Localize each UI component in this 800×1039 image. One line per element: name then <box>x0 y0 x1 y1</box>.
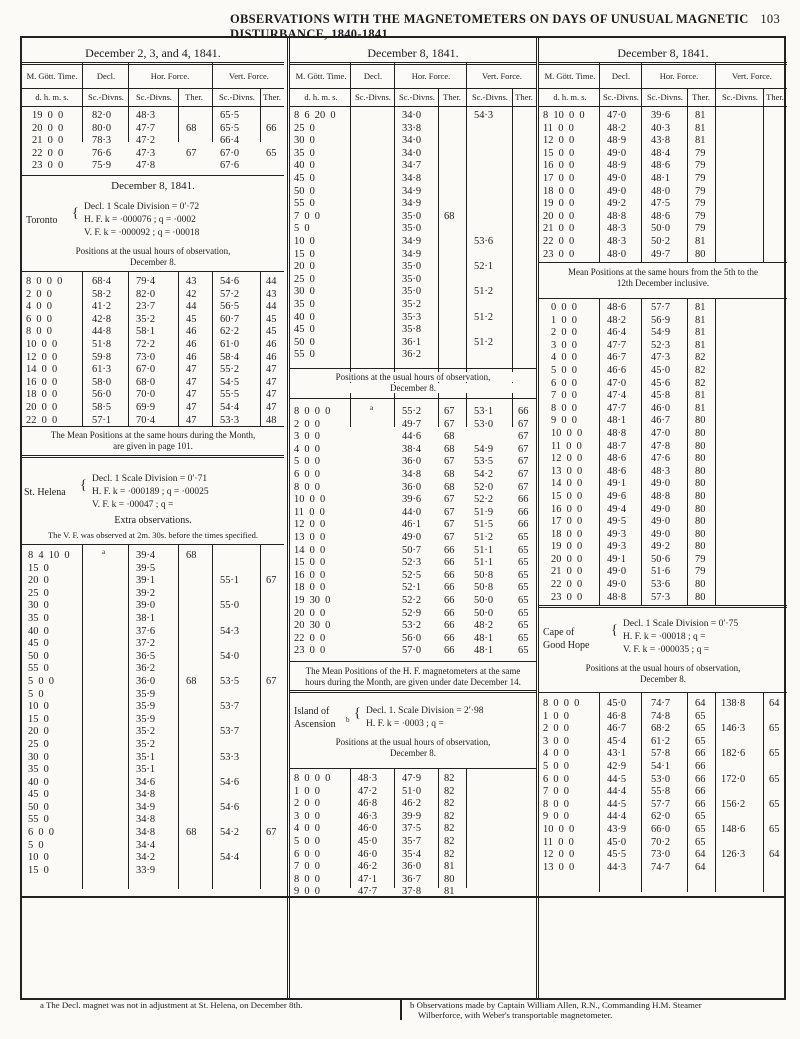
decl-c: 45·0 46·8 46·7 45·4 43·1 42·9 44·5 44·4 44·5 44·4 43·9 45·0 45·5 44·3 <box>607 698 627 873</box>
rows-b: 8 0 0 0 2 0 0 4 0 0 6 0 0 8 0 0 10 0 0 12 0 0 14 0 0 16 0 0 18 0 0 20 0 0 22 0 0 <box>26 276 63 426</box>
ther-a: 81 81 81 79 79 79 79 79 79 79 81 80 <box>695 110 706 260</box>
running-header <box>20 8 780 41</box>
rows-a: 8 6 20 0 25 0 30 0 35 0 40 0 45 0 50 0 55 0 7 0 0 5 0 10 0 15 0 20 0 25 0 30 0 35 0 40 0 45 0 50 0 55 0 <box>294 110 336 361</box>
decl-a: 47·0 48·2 48·9 49·0 48·9 49·0 49·0 49·2 48·8 48·3 48·3 48·0 <box>607 110 627 260</box>
section-title: December 8, 1841. <box>367 46 459 60</box>
rows-a: 19 0 0 20 0 0 21 0 0 22 0 0 23 0 0 <box>32 110 64 172</box>
vert-c: 138·8 146·3 182·6 172·0 156·2 148·6 126·3 <box>721 698 746 861</box>
decl-c: 48·3 47·2 46·8 46·3 46·0 45·0 46·0 46·2 47·1 47·7 <box>358 773 378 898</box>
ther-b: 81 81 81 81 82 82 82 81 81 80 80 80 80 80 80 80 80 80 80 80 79 79 80 80 <box>695 302 706 603</box>
toronto-label: Toronto <box>26 215 58 226</box>
vther-a: 66 65 <box>266 122 277 159</box>
hor-b: 55·2 49·7 44·6 38·4 36·0 34·8 36·0 39·6 44·0 46·1 49·0 50·7 52·3 52·5 52·1 52·2 52·9 53·2 56·0 57·0 <box>402 406 422 657</box>
section-title: December 8, 1841. <box>617 46 709 60</box>
column-dec-8-right: December 8, 1841. M. Gött. Time. Decl. Hor. Force. Vert. Force. d. h. m. s. Sc.-Divns. Sc.-Divns. Ther. Sc.-Divns. Ther. 8 10 0 0 11 0 0 12 0 0 15 0 0 16 0 0 17 0 0 18 0 0 19 0 0 20 0 0 21 0 0 22 0 0 23 0 0 47·0 48·2 48·9 49·0 48·9 49·0 49·0 49·2 48·8 48·3 48·3 48·0 39·6 40·3 43·8 48·4 48·6 48·1 48·0 47·5 48·6 50·0 50·2 49·7 81 81 81 79 79 79 79 79 79 79 81 80 Mean Positions at the same hours from the 5th to the 12th December inclusive. 0 0 0 1 0 0 2 0 0 3 0 0 4 0 0 5 0 0 6 0 0 7 0 0 8 0 0 9 0 0 10 0 0 11 0 0 12 0 0 13 0 0 14 0 0 15 0 0 16 0 0 17 0 0 18 0 0 19 0 0 20 0 0 21 0 0 22 0 0 23 0 0 48·6 48·2 46·4 47·7 46·7 46·6 47·0 47·4 47·7 48·1 48·8 48·7 48·6 48·6 49·1 49·6 49·4 49·5 49·3 49·3 49·1 49·0 49·0 48·8 57·7 56·9 54·9 52·3 47·3 45·0 45·6 45·8 46·0 46·7 47·0 47·8 47·6 48·3 49·0 48·8 49·0 49·0 49·0 49·2 50·6 51·6 53·6 57·3 81 81 81 81 82 82 82 81 81 80 80 80 80 80 80 80 80 80 80 80 79 79 80 80 Cape of Good Hope { Decl. 1 Scale Division = 0′·75 H. F. k = ·00018 ; q = V. F. k = ·000035 ; q = Positions at the usual hours of observation, December 8. 8 0 0 0 1 0 0 2 0 0 3 0 0 4 0 0 5 0 0 6 0 0 7 0 0 8 0 0 9 0 0 10 0 0 11 0 0 12 0 0 13 0 0 45·0 46·8 46·7 45·4 43·1 42·9 44·5 44·4 44·5 44·4 43·9 45·0 45·5 44·3 74·7 74·8 68·2 61·2 57·8 54·1 53·0 55·8 57·7 62·0 66·0 70·2 73·0 74·7 64 65 65 65 66 66 66 66 66 65 65 65 64 64 138·8 146·3 182·6 172·0 156·2 148·6 126·3 64 65 65 65 65 65 64 <box>536 38 787 998</box>
header-gott-time: M. Gött. Time. <box>26 71 78 81</box>
decl-a: 82·0 80·0 78·3 76·6 75·9 <box>92 110 112 172</box>
hor-c: 74·7 74·8 68·2 61·2 57·8 54·1 53·0 55·8 57·7 62·0 66·0 70·2 73·0 74·7 <box>651 698 671 873</box>
header-hor: Hor. Force. <box>150 71 190 81</box>
ther-c: 68 68 68 <box>186 550 197 839</box>
decl-b: 68·4 58·2 41·2 42·8 44·8 51·8 59·8 61·3 58·0 56·0 58·5 57·1 <box>92 276 112 426</box>
rows-a: 8 10 0 0 11 0 0 12 0 0 15 0 0 16 0 0 17 0 0 18 0 0 19 0 0 20 0 0 21 0 0 22 0 0 23 0 0 <box>543 110 585 260</box>
ther-c: 82 82 82 82 82 82 82 81 80 81 <box>444 773 455 898</box>
ther-b: 43 42 44 45 46 46 46 47 47 47 47 47 <box>186 276 197 426</box>
ther-b: 67 67 68 68 67 68 68 67 67 67 67 66 66 66 66 66 66 66 66 66 <box>444 406 455 657</box>
vther-c: 67 67 67 <box>266 575 277 839</box>
st-helena-label: St. Helena <box>24 487 66 498</box>
rows-c: 8 4 10 0 15 0 20 0 25 0 30 0 35 0 40 0 45 0 50 0 55 0 5 0 0 5 0 10 0 15 0 20 0 25 0 30 0 35 0 40 0 45 0 50 0 55 0 6 0 0 5 0 10 0 15 0 <box>28 550 70 876</box>
vther-b: 66 67 67 67 67 67 67 66 66 66 65 65 65 65 65 65 65 65 65 65 <box>518 406 529 657</box>
vert-b: 53·1 53·0 54·9 53·5 54·2 52·0 52·2 51·9 51·5 51·2 51·1 51·1 50·8 50·8 50·0 50·0 48·2 48·1 48·1 <box>474 406 494 657</box>
ther-a: 68 67 <box>186 122 197 159</box>
header-vert: Vert. Force. <box>229 71 269 81</box>
vert-c: 55·1 55·0 54·3 54·0 53·5 53·7 53·7 53·3 54·6 54·6 54·2 54·4 <box>220 575 240 864</box>
vert-b: 54·6 57·2 56·5 60·7 62·2 61·0 58·4 55·2 54·5 55·5 54·4 53·3 <box>220 276 240 426</box>
ther-a: 68 <box>444 210 455 222</box>
rows-b: 8 0 0 0 2 0 0 3 0 0 4 0 0 5 0 0 6 0 0 8 0 0 10 0 0 11 0 0 12 0 0 13 0 0 14 0 0 15 0 0 16 0 0 18 0 0 19 30 0 20 0 0 20 30 0 22 0 0 23 0 0 <box>294 406 331 657</box>
decl-b: 48·6 48·2 46·4 47·7 46·7 46·6 47·0 47·4 47·7 48·1 48·8 48·7 48·6 48·6 49·1 49·6 49·4 49·5 49·3 49·3 49·1 49·0 49·0 48·8 <box>607 302 627 603</box>
rows-b: 0 0 0 1 0 0 2 0 0 3 0 0 4 0 0 5 0 0 6 0 0 7 0 0 8 0 0 9 0 0 10 0 0 11 0 0 12 0 0 13 0 0 14 0 0 15 0 0 16 0 0 17 0 0 18 0 0 19 0 0 20 0 0 21 0 0 22 0 0 23 0 0 <box>551 302 583 603</box>
ther-c: 64 65 65 65 66 66 66 66 66 65 65 65 64 64 <box>695 698 706 873</box>
footnote-a: a The Decl. magnet was not in adjustment at St. Helena, on December 8th. <box>40 1000 303 1010</box>
page-number: 103 <box>760 12 780 26</box>
hor-b: 57·7 56·9 54·9 52·3 47·3 45·0 45·6 45·8 46·0 46·7 47·0 47·8 47·6 48·3 49·0 48·8 49·0 49·0 49·0 49·2 50·6 51·6 53·6 57·3 <box>651 302 671 603</box>
hor-c: 47·9 51·0 46·2 39·9 37·5 35·7 35·4 36·0 36·7 37·8 <box>402 773 422 898</box>
column-dec-8-middle: December 8, 1841. M. Gött. Time. Decl. Hor. Force. Vert. Force. d. h. m. s. Sc.-Divns. Sc.-Divns. Ther. Sc.-Divns. Ther. 8 6 20 0 25 0 30 0 35 0 40 0 45 0 50 0 55 0 7 0 0 5 0 10 0 15 0 20 0 25 0 30 0 35 0 40 0 45 0 50 0 55 0 34·0 33·8 34·0 34·0 34·7 34·8 34·9 34·9 35·0 35·0 34·9 34·9 35·0 35·0 35·0 35·2 35·3 35·8 36·1 36·2 68 54·3 53·6 52·1 51·2 51·2 51·2 Positions at the usual hours of observation, December 8. a 8 0 0 0 2 0 0 3 0 0 4 0 0 5 0 0 6 0 0 8 0 0 10 0 0 11 0 0 12 0 0 13 0 0 14 0 0 15 0 0 16 0 0 18 0 0 19 30 0 20 0 0 20 30 0 22 0 0 23 0 0 55·2 49·7 44·6 38·4 36·0 34·8 36·0 39·6 44·0 46·1 49·0 50·7 52·3 52·5 52·1 52·2 52·9 53·2 56·0 57·0 67 67 68 68 67 68 68 67 67 67 67 66 66 66 66 66 66 66 66 66 53·1 53·0 54·9 53·5 54·2 52·0 52·2 51·9 51·5 51·2 51·1 51·1 50·8 50·8 50·0 50·0 48·2 48·1 48·1 66 67 67 67 67 67 67 66 66 66 65 65 65 65 65 65 65 65 65 65 The Mean Positions of the H. F. magnetometers at the same hours during the Month, are given under date December 14. Island of Ascension b { Decl. 1. Scale Division = 2′·98 H. F. k = ·0003 ; q = Positions at the usual hours of observation, December 8. 8 0 0 0 1 0 0 2 0 0 3 0 0 4 0 0 5 0 0 6 0 0 7 0 0 8 0 0 9 0 0 48·3 47·2 46·8 46·3 46·0 45·0 46·0 46·2 47·1 47·7 47·9 51·0 46·2 39·9 37·5 35·7 35·4 36·0 36·7 37·8 82 82 82 82 82 82 82 81 80 81 <box>287 38 536 998</box>
decl-c: 39·4 39·5 39·1 39·2 39·0 38·1 37·6 37·2 36·5 36·2 36·0 35·9 35·9 35·9 35·2 35·2 35·1 35·1 34·6 34·8 34·9 34·8 34·8 34·4 34·2 33·9 <box>136 550 156 876</box>
vther-b: 44 43 44 45 45 46 46 47 47 47 47 48 <box>266 276 277 426</box>
table-frame <box>20 36 786 1000</box>
header-decl: Decl. <box>96 71 116 81</box>
vert-a: 54·3 53·6 52·1 51·2 51·2 51·2 <box>474 110 494 348</box>
column-dec-2-4: December 2, 3, and 4, 1841. M. Gött. Time. Decl. Hor. Force. Vert. Force. d. h. m. s. Sc.-Divns. Sc.-Divns. Ther. Sc.-Divns. Ther. 19 0 0 20 0 0 21 0 0 22 0 0 23 0 0 82·0 80·0 78·3 76·6 75·9 48·3 47·7 47·2 47·3 47·8 68 67 65·5 65·5 66·4 67·0 67·6 66 65 December 8, 1841. Toronto { Decl. 1 Scale Division = 0′·72 H. F. k = ·000076 ; q = ·0002 V. F. k = ·000092 ; q = ·00018 Positions at the usual hours of observation, December 8. 8 0 0 0 2 0 0 4 0 0 6 0 0 8 0 0 10 0 0 12 0 0 14 0 0 16 0 0 18 0 0 20 0 0 22 0 0 68·4 58·2 41·2 42·8 44·8 51·8 59·8 61·3 58·0 56·0 58·5 57·1 79·4 82·0 23·7 35·2 58·1 72·2 73·0 67·0 68·0 70·0 69·9 70·4 43 42 44 45 46 46 46 47 47 47 47 47 54·6 57·2 56·5 60·7 62·2 61·0 58·4 55·2 54·5 55·5 54·4 53·3 44 43 44 45 45 46 46 47 47 47 47 48 The Mean Positions at the same hours during the Month, are given in page 101. St. Helena { Decl. 1 Scale Division = 0′·71 H. F. k = ·000189 ; q = ·00025 V. F. k = ·00047 ; q = Extra observations. The V. F. was observed at 2m. 30s. before the times specified. a 8 4 10 0 15 0 20 0 25 0 30 0 35 0 40 0 45 0 50 0 55 0 5 0 0 5 0 10 0 15 0 20 0 25 0 30 0 35 0 40 0 45 0 50 0 55 0 6 0 0 5 0 10 0 15 0 39·4 39·5 39·1 39·2 39·0 38·1 37·6 37·2 36·5 36·2 36·0 35·9 35·9 35·9 35·2 35·2 35·1 35·1 34·6 34·8 34·9 34·8 34·8 34·4 34·2 33·9 68 68 68 55·1 55·0 54·3 54·0 53·5 53·7 53·7 53·3 54·6 54·6 54·2 54·4 67 67 67 <box>22 38 284 998</box>
hor-a: 39·6 40·3 43·8 48·4 48·6 48·1 48·0 47·5 48·6 50·0 50·2 49·7 <box>651 110 671 260</box>
vther-c: 64 65 65 65 65 65 64 <box>769 698 780 861</box>
hor-a: 34·0 33·8 34·0 34·0 34·7 34·8 34·9 34·9 35·0 35·0 34·9 34·9 35·0 35·0 35·0 35·2 35·3 35·8 36·1 36·2 <box>402 110 422 361</box>
rows-c: 8 0 0 0 1 0 0 2 0 0 3 0 0 4 0 0 5 0 0 6 0 0 7 0 0 8 0 0 9 0 0 10 0 0 11 0 0 12 0 0 13 0 0 <box>543 698 580 873</box>
hor-b: 79·4 82·0 23·7 35·2 58·1 72·2 73·0 67·0 68·0 70·0 69·9 70·4 <box>136 276 156 426</box>
hor-a: 48·3 47·7 47·2 47·3 47·8 <box>136 110 156 172</box>
vert-a: 65·5 65·5 66·4 67·0 67·6 <box>220 110 240 172</box>
section-title: December 2, 3, and 4, 1841. <box>85 46 221 60</box>
running-title: OBSERVATIONS WITH THE MAGNETOMETERS ON DAYS OF UNUSUAL MAGNETIC DISTURBANCE, 1840-1841. <box>230 12 749 41</box>
rows-c: 8 0 0 0 1 0 0 2 0 0 3 0 0 4 0 0 5 0 0 6 0 0 7 0 0 8 0 0 9 0 0 <box>294 773 331 898</box>
footnote-b: b Observations made by Captain William Allen, R.N., Commanding H.M. Steamer Wilberforce, with Weber's transportable magnetometer. <box>400 1000 702 1020</box>
